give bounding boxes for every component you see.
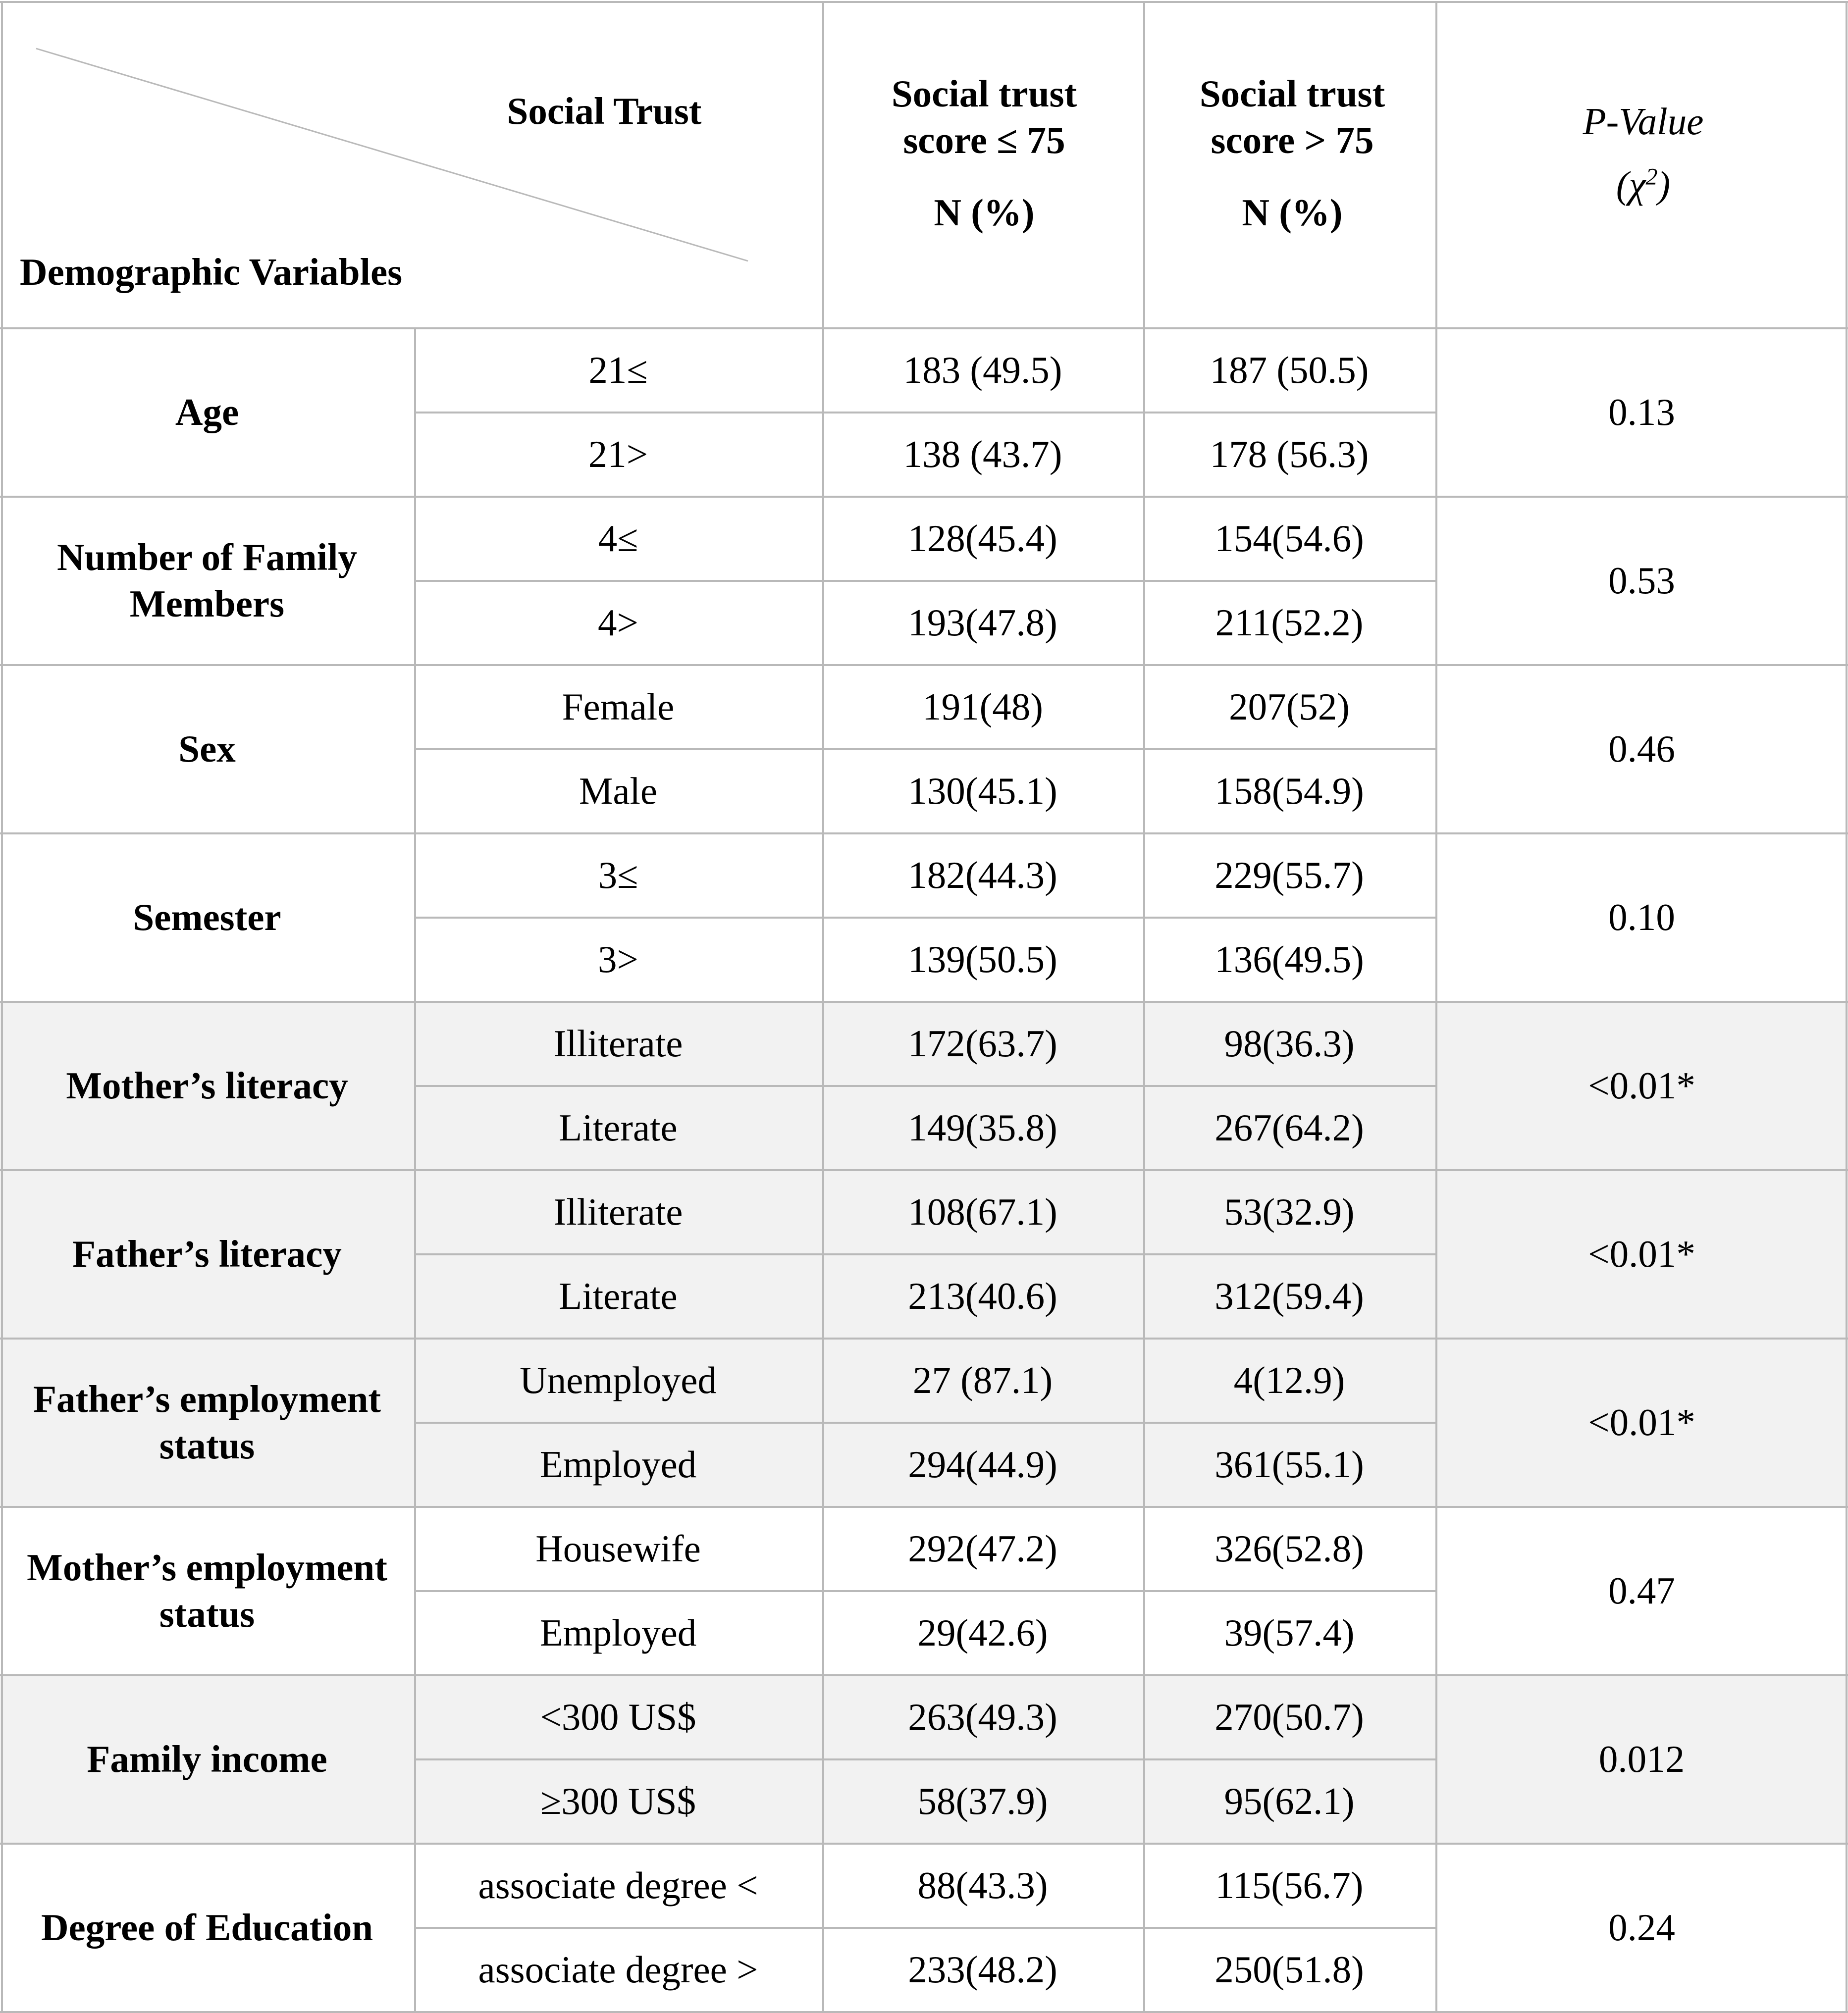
score-high-count: 98(36.3) [1224,1022,1355,1065]
score-low-count: 294(44.9) [908,1443,1057,1486]
score-low-count: 27 (87.1) [912,1359,1053,1402]
category-level: ≥300 US$ [540,1780,696,1823]
variable-name: Semester [133,896,281,939]
score-low-count: 263(49.3) [908,1696,1057,1739]
category-level: associate degree < [478,1864,758,1907]
p-value: 0.24 [1608,1906,1675,1949]
header-col-score-low-line2: score ≤ 75 [903,119,1065,162]
score-high-count: 158(54.9) [1214,770,1364,813]
category-level: <300 US$ [540,1696,696,1739]
score-high-count: 326(52.8) [1214,1527,1364,1570]
score-high-count: 361(55.1) [1214,1443,1364,1486]
variable-name: Sex [178,727,236,771]
category-level: associate degree > [478,1948,758,1991]
p-value: 0.47 [1608,1569,1675,1612]
category-level: Male [579,770,658,813]
score-high-count: 267(64.2) [1214,1106,1364,1149]
category-level: Literate [559,1106,678,1149]
score-low-count: 108(67.1) [908,1190,1057,1234]
score-low-count: 58(37.9) [917,1780,1048,1823]
header-col-score-high-line1: Social trust [1199,72,1385,115]
score-high-count: 95(62.1) [1224,1780,1355,1823]
score-low-count: 233(48.2) [908,1948,1057,1991]
category-level: 4> [598,601,638,644]
category-level: 3≤ [598,854,638,897]
p-value: 0.46 [1608,727,1675,771]
header-col-score-low-line1: Social trust [891,72,1077,115]
score-low-count: 213(40.6) [908,1275,1057,1318]
variable-name: Father’s employment status [33,1378,381,1467]
variable-name: Family income [87,1738,327,1781]
score-low-count: 183 (49.5) [903,349,1062,392]
header-corner-social-trust-text: Social Trust [507,90,702,133]
variable-name: Mother’s employment status [27,1546,387,1635]
variable-name: Father’s literacy [72,1233,342,1276]
score-high-count: 207(52) [1229,685,1350,728]
p-value: <0.01* [1588,1064,1695,1107]
score-high-count: 115(56.7) [1215,1864,1364,1907]
category-level: Illiterate [553,1190,683,1234]
variable-name: Number of Family Members [57,536,357,625]
category-level: 21> [588,433,648,476]
score-high-count: 270(50.7) [1214,1696,1364,1739]
p-value: 0.13 [1608,391,1675,434]
header-col-score-low-unit: N (%) [934,191,1035,234]
header-col-pvalue-test-open: (χ [1616,163,1646,206]
score-high-count: 4(12.9) [1233,1359,1345,1402]
category-level: Female [562,685,675,728]
score-high-count: 154(54.6) [1214,517,1364,560]
score-low-count: 88(43.3) [917,1864,1048,1907]
score-low-count: 182(44.3) [908,854,1057,897]
category-level: Employed [539,1443,697,1486]
category-level: 3> [598,938,638,981]
variable-name: Degree of Education [41,1906,373,1949]
category-level: 4≤ [598,517,638,560]
score-high-count: 53(32.9) [1224,1190,1355,1234]
score-low-count: 191(48) [922,685,1043,728]
p-value: <0.01* [1588,1401,1695,1444]
variable-name: Age [175,391,239,434]
p-value: <0.01* [1588,1233,1695,1276]
score-low-count: 193(47.8) [908,601,1057,644]
category-level: Illiterate [553,1022,683,1065]
score-high-count: 136(49.5) [1214,938,1364,981]
score-low-count: 29(42.6) [917,1611,1048,1654]
score-high-count: 312(59.4) [1214,1275,1364,1318]
category-level: Literate [559,1275,678,1318]
score-high-count: 229(55.7) [1214,854,1364,897]
category-level: Employed [539,1611,697,1654]
header-col-pvalue-test-close: ) [1657,163,1671,206]
score-high-count: 250(51.8) [1214,1948,1364,1991]
score-low-count: 138 (43.7) [903,433,1062,476]
p-value: 0.012 [1598,1738,1685,1781]
header-col-pvalue-label: P-Value [1583,100,1704,143]
category-level: Unemployed [520,1359,717,1402]
header-col-score-high-unit: N (%) [1242,191,1343,234]
p-value: 0.53 [1608,559,1675,602]
variable-name: Mother’s literacy [66,1064,348,1107]
score-low-count: 128(45.4) [908,517,1057,560]
score-low-count: 139(50.5) [908,938,1057,981]
p-value: 0.10 [1608,896,1675,939]
header-col-pvalue-test-sup: 2 [1645,163,1658,190]
score-low-count: 172(63.7) [908,1022,1057,1065]
header-corner-demographic-variables-text: Demographic Variables [20,251,403,294]
score-high-count: 211(52.2) [1215,601,1364,644]
score-high-count: 178 (56.3) [1210,433,1369,476]
category-level: 21≤ [588,349,648,392]
score-low-count: 292(47.2) [908,1527,1057,1570]
score-high-count: 39(57.4) [1224,1611,1355,1654]
header-col-score-high-line2: score > 75 [1211,119,1374,162]
category-level: Housewife [535,1527,701,1570]
score-high-count: 187 (50.5) [1210,349,1369,392]
score-low-count: 149(35.8) [908,1106,1057,1149]
score-low-count: 130(45.1) [908,770,1057,813]
